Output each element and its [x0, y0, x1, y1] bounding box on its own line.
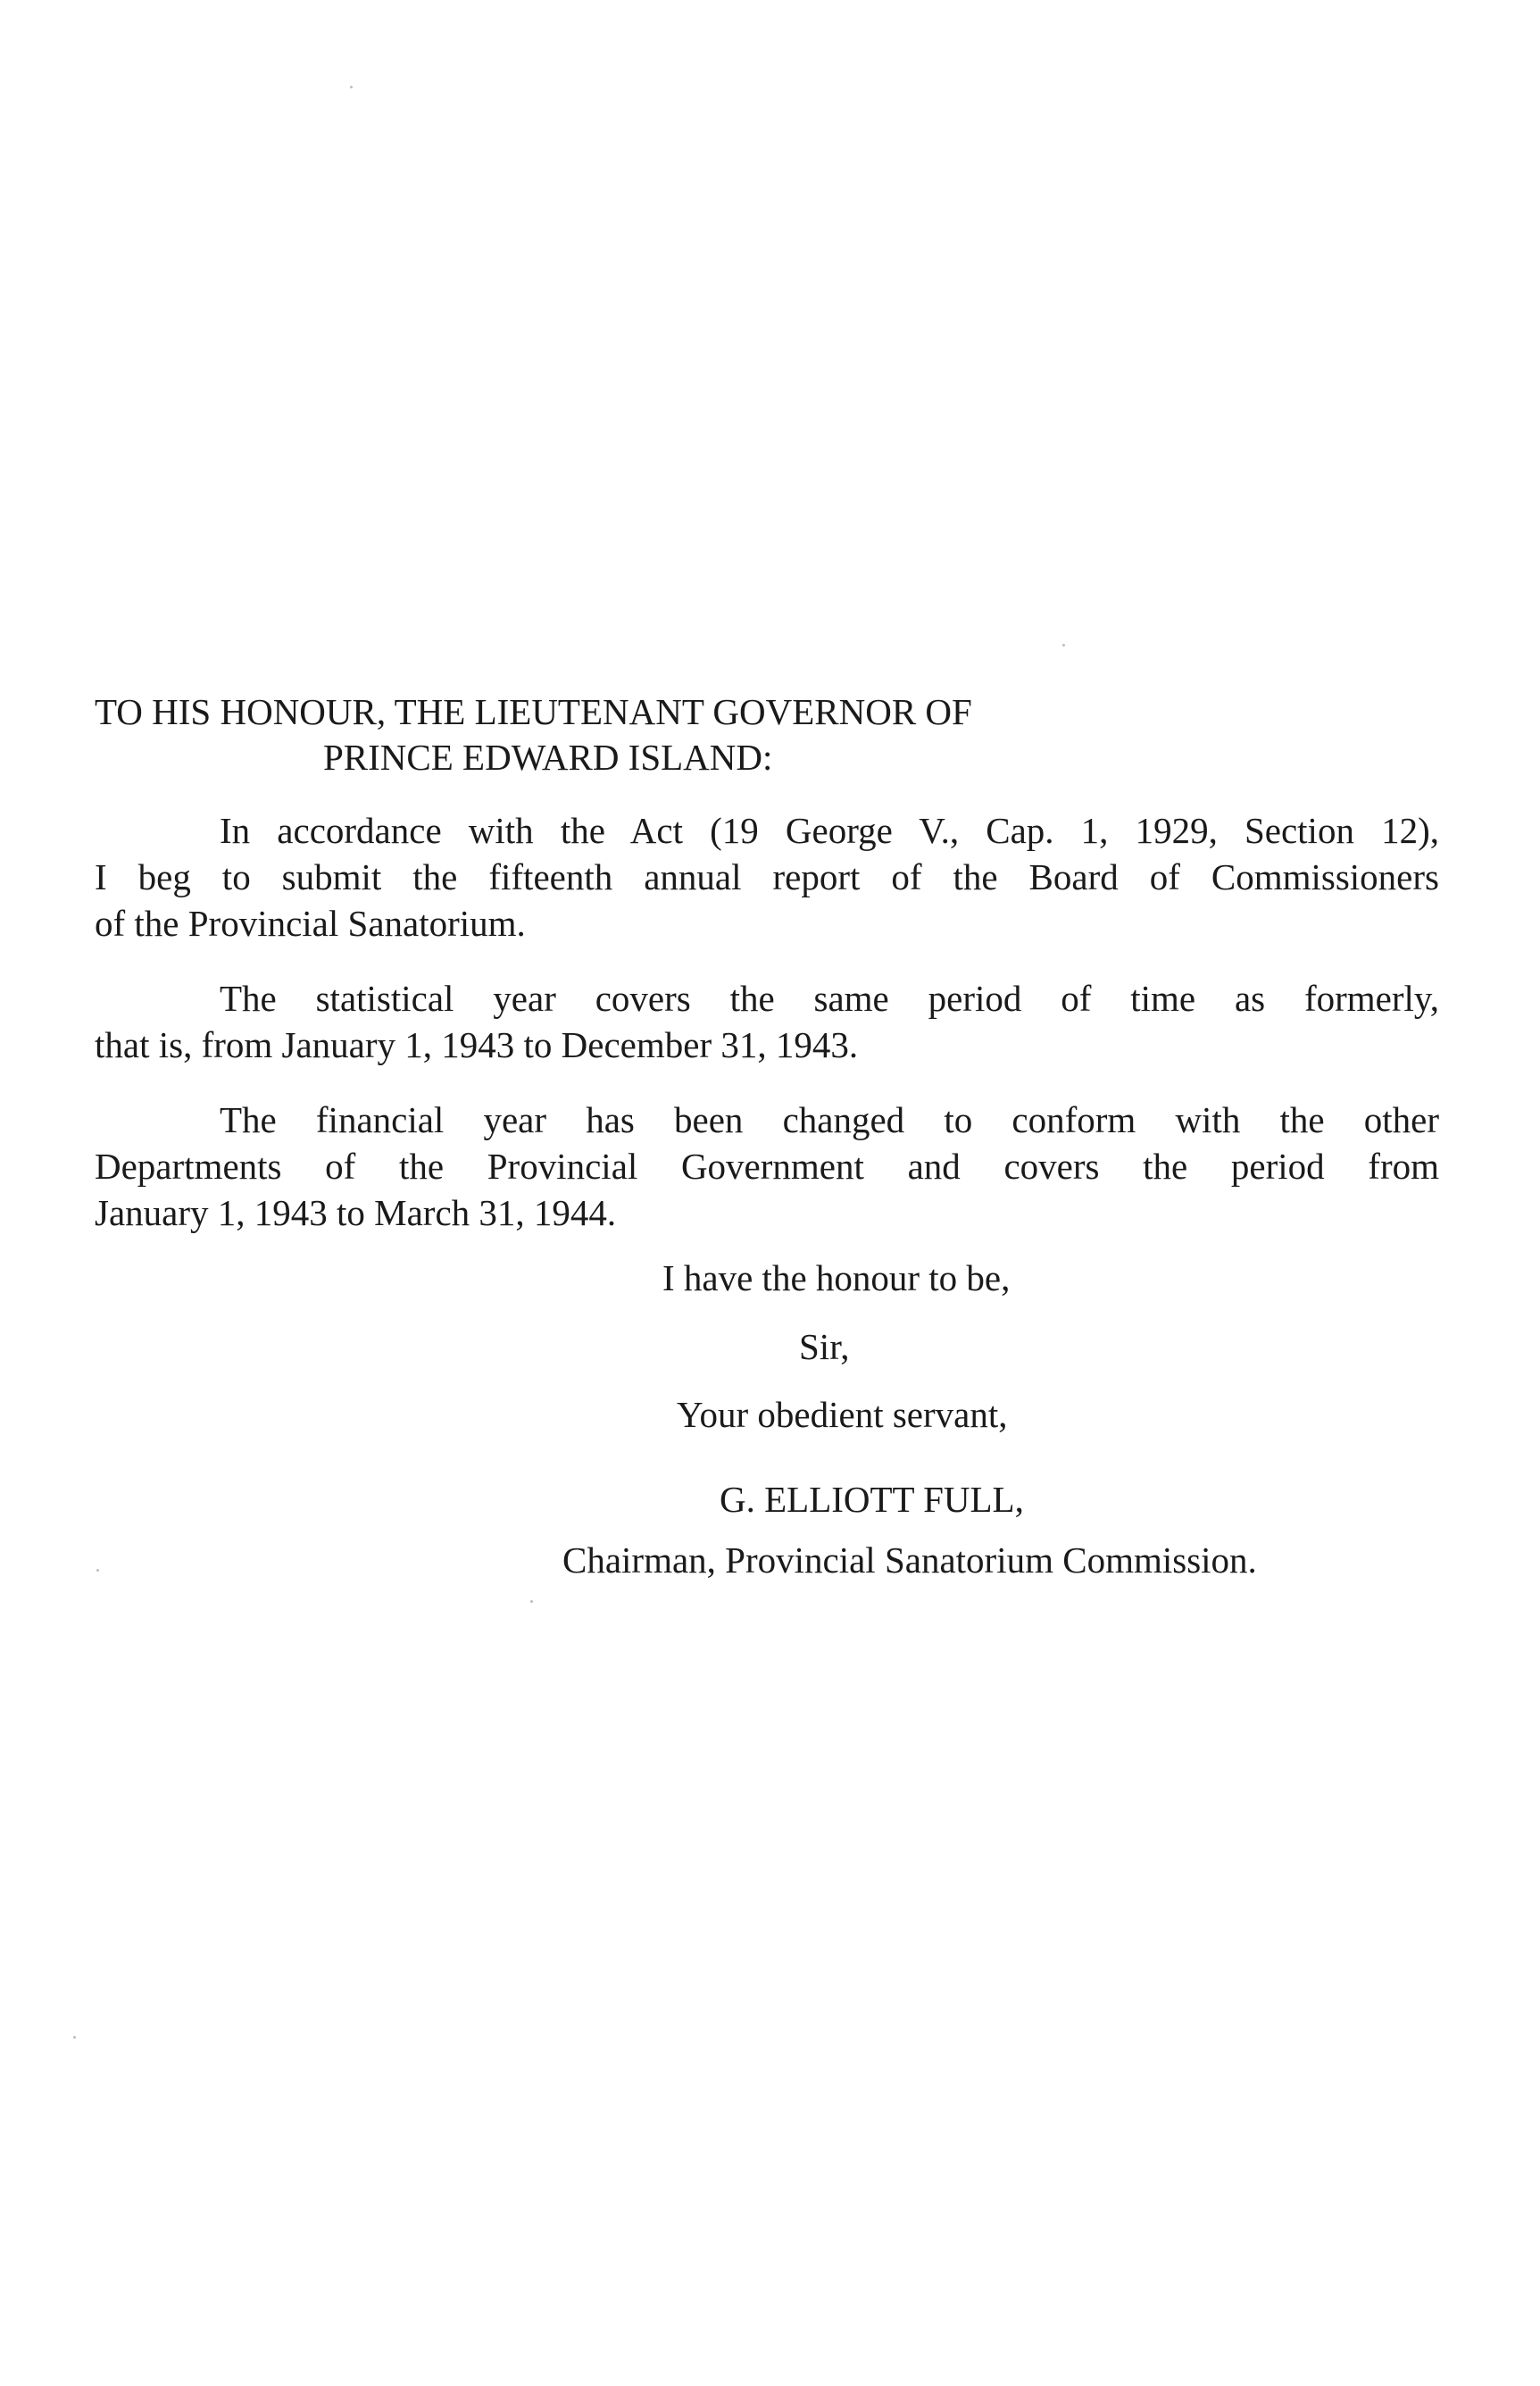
scan-speck	[350, 86, 353, 88]
salutation-line-2: PRINCE EDWARD ISLAND:	[323, 737, 773, 778]
paragraph-line: January 1, 1943 to March 31, 1944.	[95, 1192, 617, 1233]
closing-line-2: Sir,	[799, 1326, 850, 1367]
paragraph-line: of the Provincial Sanatorium.	[95, 903, 526, 944]
paragraph-line: The statistical year covers the same period of time as formerly,	[220, 978, 1439, 1019]
paragraph-line: The financial year has been changed to conform with the other	[220, 1099, 1439, 1140]
closing-line-1: I have the honour to be,	[662, 1257, 1011, 1298]
scan-speck	[96, 1569, 99, 1572]
salutation-line-1: TO HIS HONOUR, THE LIEUTENANT GOVERNOR OF	[95, 691, 972, 732]
paragraph-line: I beg to submit the fifteenth annual report of the Board of Commissioners	[95, 856, 1439, 897]
paragraph-submission	[95, 807, 1439, 947]
closing-line-3: Your obedient servant,	[677, 1394, 1008, 1435]
signature-name: G. ELLIOTT FULL,	[720, 1479, 1024, 1520]
scan-speck	[73, 2036, 76, 2039]
scan-speck	[1062, 644, 1065, 647]
paragraph-statistical-year	[95, 975, 1439, 1068]
paragraph-financial-year	[95, 1097, 1439, 1236]
scan-speck	[530, 1600, 533, 1603]
paragraph-line: Departments of the Provincial Government and covers the period from	[95, 1146, 1439, 1187]
paragraph-line: that is, from January 1, 1943 to December 31, 1943.	[95, 1024, 859, 1065]
paragraph-line: In accordance with the Act (19 George V., Cap. 1, 1929, Section 12),	[220, 810, 1439, 851]
signature-title: Chairman, Provincial Sanatorium Commission.	[562, 1539, 1257, 1581]
